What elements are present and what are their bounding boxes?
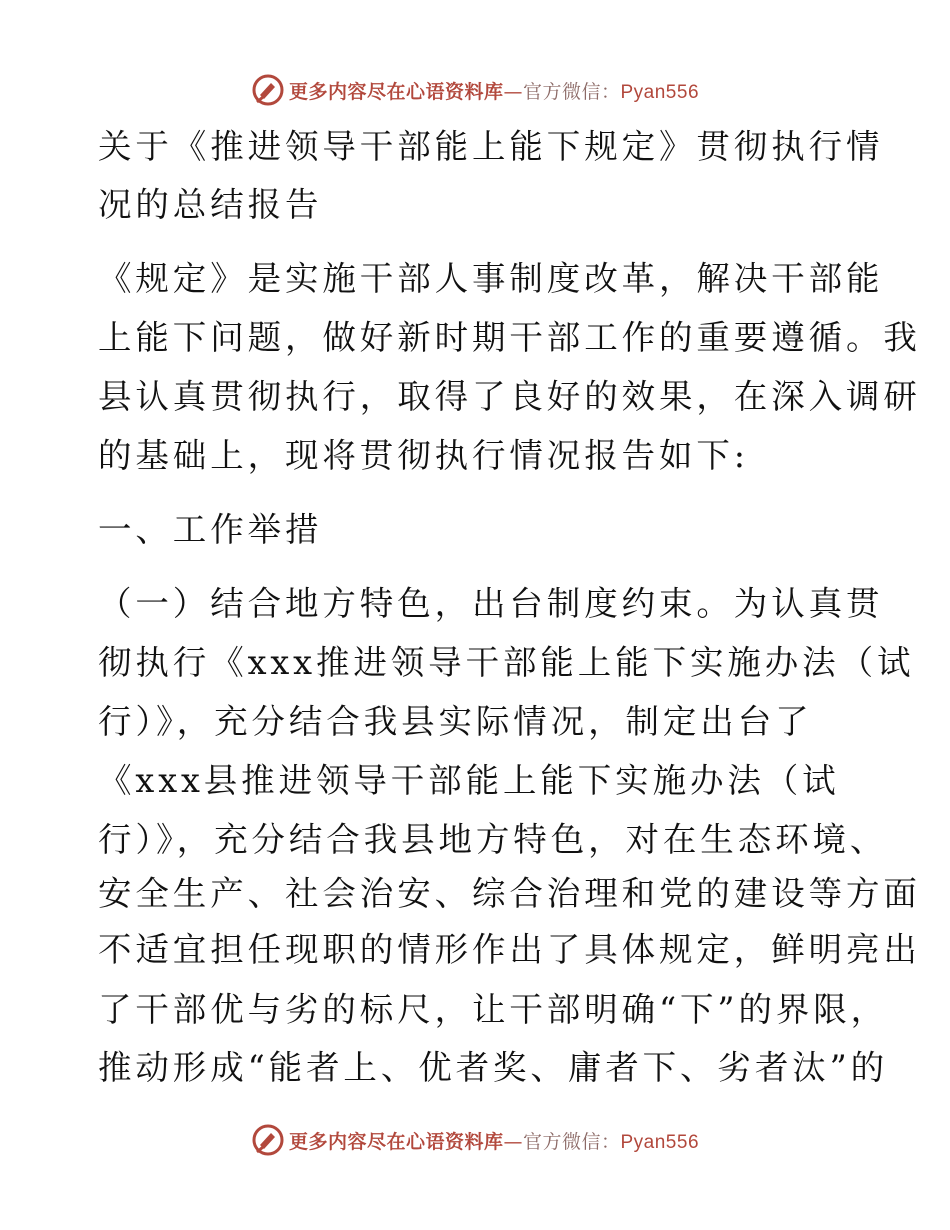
watermark-wechat-id: Pyan556: [620, 1131, 700, 1153]
section-paragraph-line-9: 推动形成“能者上、优者奖、庸者下、劣者汰”的: [98, 1048, 889, 1087]
section-paragraph-line-1: （一）结合地方特色，出台制度约束。为认真贯: [98, 584, 884, 623]
library-logo-icon: [251, 73, 285, 107]
watermark-text: [289, 77, 699, 104]
watermark-site-text: 更多内容尽在心语资料库: [288, 80, 504, 103]
watermark-dash: —: [503, 1130, 523, 1153]
intro-paragraph-line-3: 县认真贯彻执行，取得了良好的效果，在深入调研: [98, 377, 921, 416]
section-paragraph-line-3: 行）》，充分结合我县实际情况，制定出台了: [98, 702, 813, 741]
watermark-wechat-label: 官方微信：: [522, 1130, 621, 1153]
watermark-banner-bottom: [0, 1120, 950, 1160]
document-title-line-1: 关于《推进领导干部能上能下规定》贯彻执行情: [98, 127, 884, 166]
section-paragraph-line-8: 了干部优与劣的标尺，让干部明确“下”的界限，: [98, 990, 889, 1029]
watermark-wechat-id: Pyan556: [620, 81, 700, 103]
intro-paragraph-line-4: 的基础上，现将贯彻执行情况报告如下:: [98, 436, 749, 475]
watermark-site-text: 更多内容尽在心语资料库: [288, 1130, 504, 1153]
document-title-line-2: 况的总结报告: [98, 185, 323, 224]
section-paragraph-line-4: 《xxx县推进领导干部能上能下实施办法（试: [98, 761, 840, 800]
watermark-text: [289, 1127, 699, 1154]
intro-paragraph-line-1: 《规定》是实施干部人事制度改革，解决干部能: [98, 259, 884, 298]
section-paragraph-line-5: 行）》，充分结合我县地方特色，对在生态环境、: [98, 820, 888, 859]
section-paragraph-line-6: 安全生产、社会治安、综合治理和党的建设等方面: [98, 874, 921, 913]
library-logo-icon: [251, 1123, 285, 1157]
watermark-dash: —: [503, 80, 523, 103]
section-heading: 一、工作举措: [98, 510, 323, 549]
intro-paragraph-line-2: 上能下问题，做好新时期干部工作的重要遵循。我: [98, 318, 921, 357]
section-paragraph-line-7: 不适宜担任现职的情形作出了具体规定，鲜明亮出: [98, 930, 921, 969]
section-paragraph-line-2: 彻执行《xxx推进领导干部能上能下实施办法（试: [98, 643, 915, 682]
watermark-wechat-label: 官方微信：: [522, 80, 621, 103]
watermark-banner-top: [0, 70, 950, 110]
